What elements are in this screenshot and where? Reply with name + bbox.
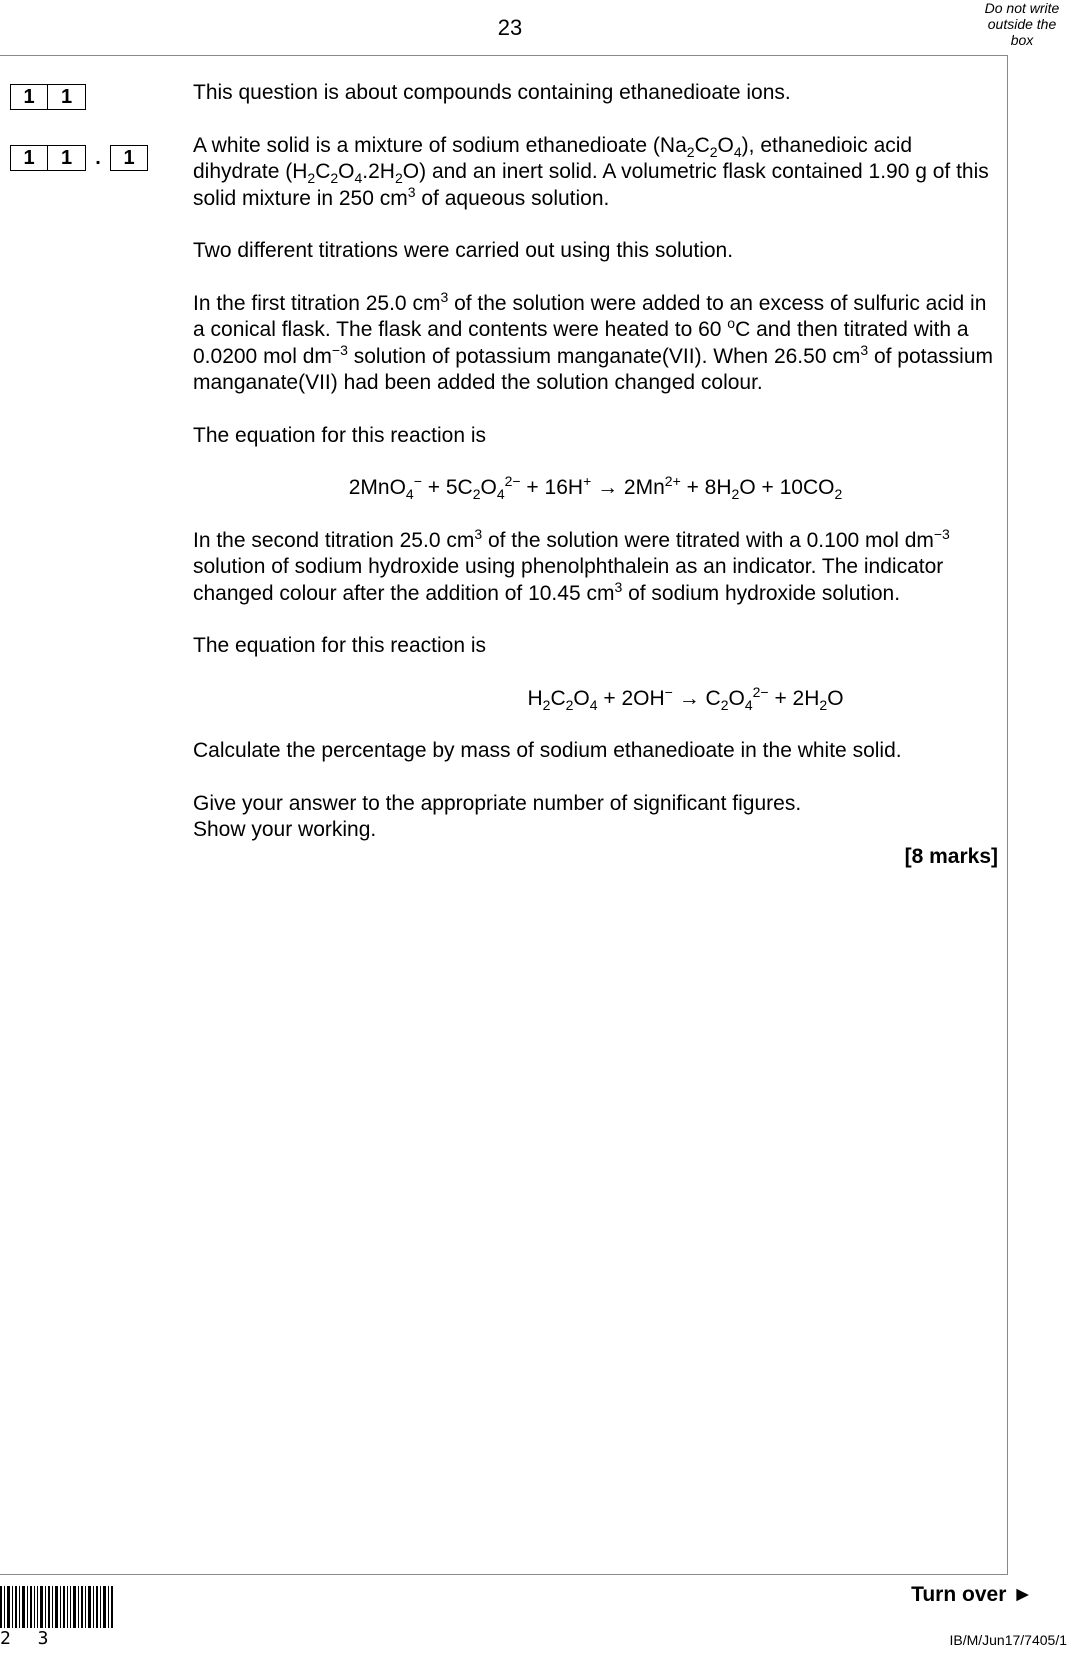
text: of aqueous solution.	[415, 186, 610, 210]
superscript: 3	[440, 288, 449, 305]
text: O) and an inert solid. A volumetric flask contained 1.90 g of this solid mixture in 250 cm	[193, 160, 989, 210]
text: In the second titration 25.0 cm	[193, 528, 475, 552]
question-number-digit: 1	[10, 84, 48, 110]
text: C	[550, 686, 566, 710]
instruction-sig-figs: Give your answer to the appropriate number of significant figures.	[193, 791, 802, 815]
paragraph-titrations: Two different titrations were carried out using this solution.	[193, 239, 734, 262]
subscript: 2	[731, 486, 740, 503]
subscript: 4	[744, 696, 753, 713]
superscript: +	[583, 473, 592, 489]
paragraph-first-titration	[193, 288, 998, 397]
question-number-digit: 1	[48, 84, 86, 110]
instruction-show-working: Show your working.	[193, 818, 377, 841]
subscript: 2	[709, 143, 718, 160]
text: solution of sodium hydroxide using phenolphthalein as an indicator. The indicator changed colour after the addition of 10.45 cm	[193, 555, 944, 605]
question-intro: This question is about compounds containing ethanedioate ions.	[193, 81, 791, 104]
superscript: 2−	[504, 473, 521, 489]
text: + 8H	[680, 476, 732, 499]
superscript: −	[413, 473, 422, 489]
paragraph-mixture	[193, 133, 998, 213]
text: O	[728, 686, 745, 710]
superscript: 3	[860, 341, 869, 358]
turn-over-label: Turn over ►	[911, 1583, 1033, 1606]
subscript: 2	[307, 170, 316, 187]
superscript: 2−	[752, 683, 769, 700]
text: O	[480, 476, 497, 499]
superscript: 3	[407, 183, 416, 200]
text: 2MnO	[348, 476, 406, 499]
text: ), ethanedioic acid dihydrate (H	[193, 133, 913, 183]
subscript: 4	[354, 170, 363, 187]
superscript: 2+	[664, 473, 681, 489]
text: → 2Mn	[591, 476, 665, 499]
subscript: 2	[819, 696, 828, 713]
margin-note-line: outside the	[987, 16, 1057, 32]
subquestion-number-digit: 1	[10, 145, 48, 171]
text: O	[827, 686, 844, 710]
text: + 2H	[768, 686, 820, 710]
subscript: 2	[686, 143, 695, 160]
text: + 16H	[520, 476, 584, 499]
degree-symbol: o	[727, 315, 736, 331]
text: H	[527, 686, 543, 710]
text: C	[315, 160, 331, 183]
paper-reference: IB/M/Jun17/7405/1	[949, 1632, 1067, 1648]
subquestion-number-digit: 1	[48, 145, 86, 171]
equation-permanganate	[193, 475, 998, 502]
subscript: 2	[542, 696, 551, 713]
equation-intro-1: The equation for this reaction is	[193, 423, 486, 447]
margin-note-line: Do not write	[984, 0, 1060, 16]
superscript: 3	[474, 525, 483, 542]
superscript: 3	[614, 578, 623, 595]
text: of sodium hydroxide solution.	[622, 581, 901, 605]
text: → C	[672, 686, 721, 710]
text: + 2OH	[597, 686, 665, 710]
text: of potassium manganate(VII) had been added the solution changed colour.	[193, 344, 994, 394]
superscript: −3	[331, 341, 348, 358]
marks-label: [8 marks]	[904, 844, 998, 868]
barcode	[0, 1586, 115, 1628]
text: O + 10CO	[739, 476, 835, 499]
text: .2H	[362, 160, 395, 183]
text: C	[694, 133, 710, 157]
subscript: 2	[330, 170, 339, 187]
subquestion-separator: .	[95, 146, 101, 169]
margin-note-line: box	[1010, 32, 1034, 48]
subscript: 4	[405, 486, 414, 503]
subscript: 2	[472, 486, 481, 503]
text: + 5C	[421, 476, 473, 499]
paragraph-second-titration	[193, 525, 998, 608]
text: of the solution were titrated with a 0.100 mol dm	[482, 528, 934, 552]
subscript: 2	[394, 170, 403, 187]
text: solution of potassium manganate(VII). When 26.50 cm	[347, 344, 861, 368]
margin-note	[977, 0, 1067, 48]
equation-intro-2: The equation for this reaction is	[193, 634, 486, 657]
text: O	[717, 133, 734, 157]
subscript: 4	[733, 143, 742, 160]
subscript: 2	[834, 486, 843, 503]
subscript: 2	[720, 696, 729, 713]
text: A white solid is a mixture of sodium ethanedioate (Na	[193, 133, 687, 157]
subscript: 4	[496, 486, 505, 503]
text: In the first titration 25.0 cm	[193, 291, 441, 315]
text: O	[573, 686, 590, 710]
page-number: 23	[497, 15, 523, 40]
question-number-box	[10, 84, 86, 110]
barcode-number: 2 3	[0, 1628, 57, 1649]
question-content	[193, 80, 998, 896]
superscript: −3	[933, 525, 950, 542]
subscript: 4	[589, 696, 598, 713]
subquestion-number-digit: 1	[110, 145, 148, 171]
subscript: 2	[565, 696, 574, 713]
task-text: Calculate the percentage by mass of sodium ethanedioate in the white solid.	[193, 739, 902, 762]
text: of the solution were added to an excess of sulfuric acid in a conical flask. The flask and contents were heated to 60	[193, 291, 987, 341]
equation-hydroxide	[193, 683, 998, 713]
text: C and then titrated with a 0.0200 mol dm	[193, 318, 969, 368]
superscript: −	[664, 683, 673, 700]
text: O	[338, 160, 355, 183]
subquestion-number-box	[10, 145, 148, 171]
